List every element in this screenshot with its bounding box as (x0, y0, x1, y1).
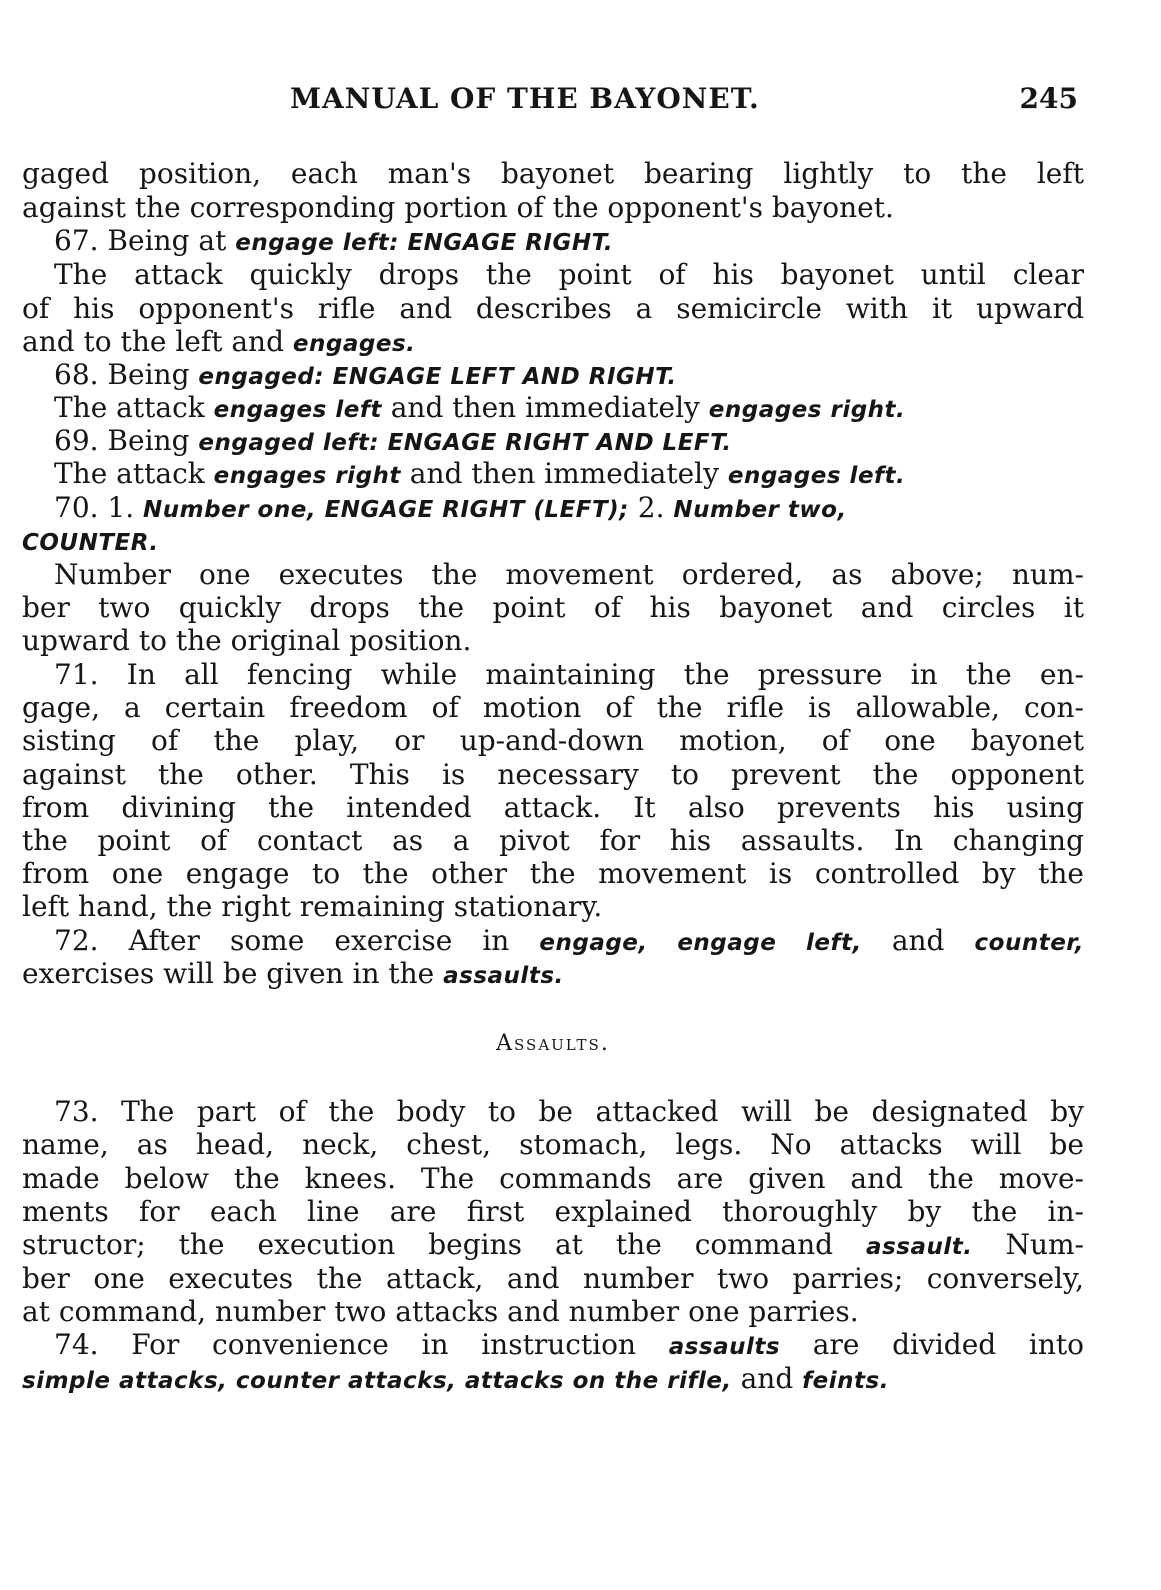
text-line: left hand, the right remaining stationary. (22, 890, 603, 923)
text-line: 71. In all fencing while maintaining the pressure in the en- (54, 658, 1084, 691)
text-line: against the corresponding portion of the opponent's bayonet. (22, 191, 894, 224)
text-line: 73. The part of the body to be attacked will be designated by (54, 1095, 1084, 1128)
text-line: the point of contact as a pivot for his assaults. In changing (22, 824, 1084, 857)
text-line: COUNTER. (22, 530, 159, 556)
text-line: from divining the intended attack. It also prevents his using (22, 791, 1084, 824)
text-line: against the other. This is necessary to prevent the opponent (22, 758, 1084, 791)
text-line: ments for each line are first explained thoroughly by the in- (22, 1195, 1084, 1228)
text-line: made below the knees. The commands are given and the move- (22, 1162, 1084, 1195)
text-line: upward to the original position. (22, 624, 472, 657)
text-line: simple attacks, counter attacks, attacks on the rifle, and feints. (22, 1362, 889, 1395)
text-line: structor; the execution begins at the command assault. Num- (22, 1228, 1085, 1261)
text-line: The attack engages right and then immediately engages left. (54, 457, 906, 490)
text-line: exercises will be given in the assaults. (22, 957, 564, 990)
text-line: The attack quickly drops the point of his bayonet until clear (54, 258, 1084, 291)
text-line: name, as head, neck, chest, stomach, legs. No attacks will be (22, 1128, 1084, 1161)
section-heading: Assaults. (496, 1031, 610, 1056)
text-line: 68. Being engaged: ENGAGE LEFT AND RIGHT. (54, 358, 677, 391)
text-line: 70. 1. Number one, ENGAGE RIGHT (LEFT); 2. Number two, (54, 491, 847, 524)
text-line: 72. After some exercise in engage, engage left, and counter, (54, 924, 1085, 957)
text-line: of his opponent's rifle and describes a semicircle with it upward (22, 292, 1084, 325)
text-line: sisting of the play, or up-and-down motion, of one bayonet (22, 724, 1084, 757)
text-line: gage, a certain freedom of motion of the rifle is allowable, con- (22, 691, 1084, 724)
text-line: 69. Being engaged left: ENGAGE RIGHT AND LEFT. (54, 424, 732, 457)
text-line: The attack engages left and then immediately engages right. (54, 391, 906, 424)
page-number: 245 (1019, 82, 1078, 115)
text-line: from one engage to the other the movement is controlled by the (22, 857, 1084, 890)
running-head: MANUAL OF THE BAYONET. (290, 82, 760, 115)
text-line: 74. For convenience in instruction assaults are divided into (54, 1328, 1084, 1361)
text-line: Number one executes the movement ordered, as above; num- (54, 558, 1084, 591)
text-line: gaged position, each man's bayonet bearing lightly to the left (22, 157, 1084, 190)
text-line: ber two quickly drops the point of his bayonet and circles it (22, 591, 1084, 624)
page-header (22, 82, 1084, 122)
text-line: at command, number two attacks and number one parries. (22, 1295, 859, 1328)
text-line: and to the left and engages. (22, 325, 416, 358)
book-page (22, 0, 1084, 1590)
text-line: 67. Being at engage left: ENGAGE RIGHT. (54, 224, 614, 257)
text-line: ber one executes the attack, and number two parries; conversely, (22, 1262, 1084, 1295)
